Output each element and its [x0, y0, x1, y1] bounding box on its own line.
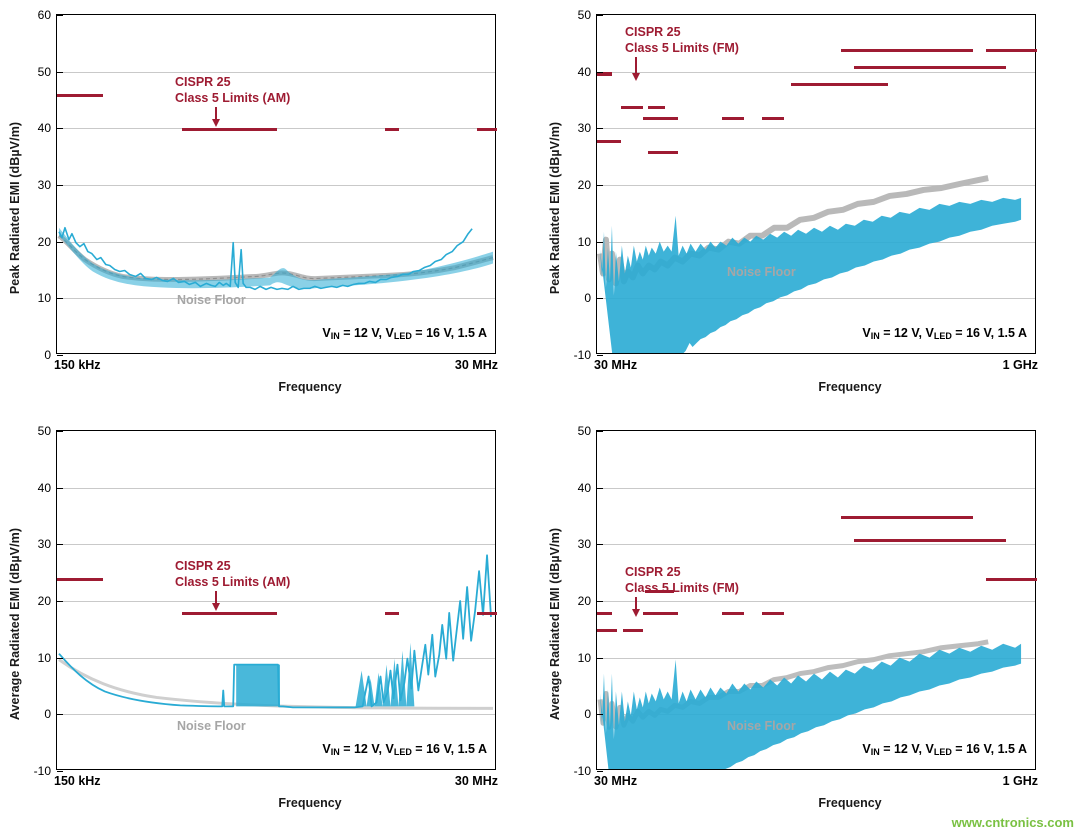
y-tick-label: 40	[577, 480, 591, 495]
y-axis-label-text: Average Radiated EMI (dBµV/m)	[548, 527, 563, 721]
y-tick-mark	[597, 658, 603, 659]
y-tick-label: -10	[573, 348, 591, 362]
y-tick-label: 30	[37, 537, 51, 552]
cispr-annotation	[625, 565, 739, 596]
limit-segment	[597, 612, 612, 615]
y-tick-label: 50	[37, 64, 51, 79]
cispr-annotation-line1: CISPR 25	[625, 25, 681, 39]
y-tick-label: 30	[577, 121, 591, 136]
y-axis-label	[6, 0, 24, 416]
y-tick-label: 20	[37, 594, 51, 608]
cispr-annotation-line1: CISPR 25	[625, 565, 681, 579]
limit-segment	[986, 578, 1037, 581]
x-axis-title: Frequency	[818, 796, 882, 810]
limit-segment	[57, 578, 103, 581]
y-tick-label: -10	[33, 764, 51, 778]
y-tick-mark	[597, 72, 603, 73]
limit-segment	[643, 117, 678, 120]
y-tick-label: 0	[584, 291, 591, 306]
x-axis-title: Frequency	[278, 380, 342, 394]
x-axis-min-label: 150 kHz	[54, 358, 101, 372]
noise-floor-label: Noise Floor	[727, 719, 796, 733]
y-tick-label: -10	[573, 764, 591, 778]
limit-segment	[841, 516, 973, 519]
limit-segment	[854, 539, 1006, 542]
trace-svg	[57, 15, 495, 353]
limit-segment	[841, 49, 973, 52]
y-tick-label: 30	[577, 537, 591, 552]
y-tick-label: 20	[37, 234, 51, 249]
limit-segment	[477, 128, 497, 131]
y-tick-label: 10	[577, 234, 591, 249]
limit-segment	[791, 83, 888, 86]
x-axis-title: Frequency	[818, 380, 882, 394]
annotation-arrow-head	[212, 119, 220, 127]
limit-segment	[986, 49, 1037, 52]
x-axis-max-label: 1 GHz	[1002, 774, 1038, 788]
y-axis-label	[6, 416, 24, 832]
cispr-annotation	[625, 25, 739, 56]
y-tick-mark	[57, 15, 63, 16]
y-tick-label: 10	[577, 650, 591, 665]
y-tick-label: 20	[577, 178, 591, 192]
cispr-annotation-line1: CISPR 25	[175, 75, 231, 89]
limit-segment	[643, 612, 678, 615]
conditions-label: $V_{IN} = 12$ V, $V_{LED} = 16$ V, 1.5 A	[322, 326, 487, 341]
plot-area	[573, 8, 1036, 362]
cispr-annotation-line2: Class 5 Limits (FM)	[625, 580, 739, 595]
y-tick-label: 10	[37, 650, 51, 665]
y-tick-label: 0	[584, 707, 591, 722]
chart-avg-fm	[540, 416, 1080, 832]
emi-band-fill	[222, 643, 414, 707]
y-tick-mark	[597, 601, 603, 602]
chart-peak-am	[0, 0, 540, 416]
x-axis-max-label: 30 MHz	[454, 358, 498, 372]
y-tick-mark	[597, 714, 603, 715]
limit-segment	[648, 106, 665, 109]
cispr-annotation-line2: Class 5 Limits (AM)	[175, 90, 291, 105]
limit-segment	[623, 629, 643, 632]
y-tick-mark	[597, 185, 603, 186]
chart-avg-am	[0, 416, 540, 832]
y-tick-mark	[597, 544, 603, 545]
x-axis-title: Frequency	[278, 796, 342, 810]
x-axis-min-label: 30 MHz	[594, 774, 638, 788]
noise-floor-label: Noise Floor	[727, 265, 796, 279]
conditions-label: $V_{IN} = 12$ V, $V_{LED} = 16$ V, 1.5 A	[322, 742, 487, 757]
y-tick-mark	[57, 601, 63, 602]
y-tick-label: 40	[37, 121, 51, 136]
y-tick-mark	[57, 431, 63, 432]
conditions-label: $V_{IN} = 12$ V, $V_{LED} = 16$ V, 1.5 A	[862, 326, 1027, 341]
y-tick-mark	[57, 128, 63, 129]
y-tick-mark	[57, 658, 63, 659]
cispr-annotation	[175, 559, 290, 590]
cispr-annotation-line2: Class 5 Limits (AM)	[175, 574, 291, 589]
y-axis-label-text: Peak Radiated EMI (dBµV/m)	[8, 121, 22, 295]
limit-segment	[854, 66, 1006, 69]
x-axis-max-label: 30 MHz	[454, 774, 498, 788]
x-axis-min-label: 30 MHz	[594, 358, 638, 372]
y-tick-label: 0	[44, 707, 51, 722]
limit-segment	[385, 128, 399, 131]
annotation-arrow-head	[632, 73, 640, 81]
limit-segment	[762, 612, 784, 615]
y-axis-label	[546, 416, 564, 832]
y-tick-label: 60	[37, 8, 51, 22]
cispr-annotation-line2: Class 5 Limits (FM)	[625, 40, 739, 55]
limit-segment	[182, 612, 277, 615]
limit-segment	[597, 629, 617, 632]
y-tick-mark	[57, 771, 63, 772]
y-tick-label: 50	[577, 424, 591, 438]
y-tick-mark	[57, 714, 63, 715]
y-tick-mark	[57, 242, 63, 243]
y-tick-mark	[57, 72, 63, 73]
limit-segment	[648, 151, 678, 154]
limit-segment	[182, 128, 277, 131]
y-tick-label: 0	[44, 348, 51, 362]
y-axis-label-text: Peak Radiated EMI (dBµV/m)	[548, 121, 562, 295]
limit-segment	[722, 612, 744, 615]
y-tick-label: 50	[577, 8, 591, 22]
limit-segment	[621, 106, 643, 109]
y-tick-mark	[57, 298, 63, 299]
noise-floor-label: Noise Floor	[177, 719, 246, 733]
y-tick-label: 20	[577, 594, 591, 608]
limit-segment	[385, 612, 399, 615]
x-axis-min-label: 150 kHz	[54, 774, 101, 788]
watermark: www.cntronics.com	[951, 815, 1074, 830]
y-tick-mark	[57, 488, 63, 489]
annotation-arrow-head	[212, 603, 220, 611]
y-tick-mark	[597, 771, 603, 772]
cispr-annotation	[175, 75, 290, 106]
limit-segment	[597, 140, 621, 143]
x-axis-max-label: 1 GHz	[1002, 358, 1038, 372]
conditions-label: $V_{IN} = 12$ V, $V_{LED} = 16$ V, 1.5 A	[862, 742, 1027, 757]
y-axis-label-text: Average Radiated EMI (dBµV/m)	[8, 527, 23, 721]
plot-area	[37, 8, 496, 362]
y-tick-mark	[597, 488, 603, 489]
y-axis-label	[546, 0, 564, 416]
y-tick-label: 30	[37, 178, 51, 192]
chart-peak-fm	[540, 0, 1080, 416]
y-tick-mark	[57, 544, 63, 545]
limit-segment	[762, 117, 784, 120]
emi-trace-fill	[59, 228, 493, 289]
annotation-arrow-head	[632, 609, 640, 617]
noise-floor-label: Noise Floor	[177, 293, 246, 307]
y-tick-mark	[597, 128, 603, 129]
y-tick-mark	[57, 355, 63, 356]
limit-segment	[477, 612, 497, 615]
y-tick-mark	[597, 355, 603, 356]
trace-svg	[57, 431, 495, 769]
cispr-annotation-line1: CISPR 25	[175, 559, 231, 573]
y-tick-label: 40	[577, 64, 591, 79]
y-tick-label: 40	[37, 480, 51, 495]
limit-segment	[722, 117, 744, 120]
y-tick-label: 50	[37, 424, 51, 438]
plot-area	[33, 424, 496, 778]
y-tick-mark	[597, 242, 603, 243]
y-tick-mark	[57, 185, 63, 186]
y-tick-mark	[597, 298, 603, 299]
plot-area	[573, 424, 1036, 778]
limit-segment	[57, 94, 103, 97]
y-tick-mark	[597, 431, 603, 432]
y-tick-label: 10	[37, 291, 51, 306]
trace-svg	[597, 431, 1035, 769]
y-tick-mark	[597, 15, 603, 16]
